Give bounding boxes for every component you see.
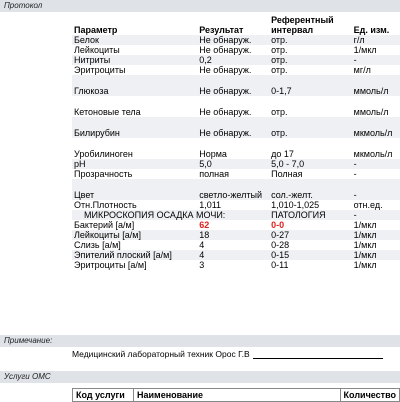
table-row	[72, 138, 400, 159]
row-result: 4	[199, 250, 205, 260]
row-ref: 0-27	[271, 230, 290, 240]
row-param: Отн.Плотность	[74, 200, 137, 210]
header-unit: Ед. изм.	[353, 25, 390, 35]
microscopy-title: МИКРОСКОПИЯ ОСАДКА МОЧИ:	[84, 210, 226, 220]
row-unit: -	[353, 190, 357, 200]
row-result: 3	[199, 260, 205, 270]
table-row	[72, 250, 400, 260]
row-unit: 1/мкл	[353, 220, 377, 230]
row-ref: 1,010-1,025	[271, 200, 320, 210]
row-ref: Полная	[271, 169, 303, 179]
row-ref: 0-15	[271, 250, 290, 260]
row-result: Норма	[199, 149, 227, 159]
table-row	[72, 65, 400, 75]
row-unit: 1/мкл	[353, 45, 377, 55]
table-row	[72, 75, 400, 96]
row-param: pH	[74, 159, 86, 169]
row-result: Не обнаруж.	[199, 45, 252, 55]
table-row	[72, 200, 400, 210]
row-param: Глюкоза	[74, 86, 109, 96]
row-result: светло-желтый	[199, 190, 262, 200]
row-unit: г/л	[353, 35, 365, 45]
table-row	[72, 230, 400, 240]
row-unit: 1/мкл	[353, 260, 377, 270]
microscopy-status-ref: -	[353, 210, 357, 220]
row-param: Билирубин	[74, 128, 120, 138]
row-result: 4	[199, 240, 205, 250]
signature-line	[253, 350, 383, 359]
table-row	[72, 220, 400, 230]
services-section-label: Услуги ОМС	[0, 371, 400, 383]
table-row	[72, 169, 400, 179]
row-unit: 1/мкл	[353, 230, 377, 240]
note-text: Медицинский лабораторный техник Орос Г.В	[72, 349, 250, 359]
services-header-name: Наименование	[134, 389, 341, 402]
row-param: Белок	[74, 35, 99, 45]
row-ref: отр.	[271, 65, 288, 75]
row-unit: мг/л	[353, 65, 371, 75]
row-unit: отн.ед.	[353, 200, 383, 210]
table-row	[72, 240, 400, 250]
row-param: Эритроциты [а/м]	[74, 260, 147, 270]
results-table	[72, 13, 400, 270]
protocol-section-label: Протокол	[0, 0, 400, 12]
row-param: Эпителий плоский [а/м]	[74, 250, 172, 260]
row-ref: 0-28	[271, 240, 290, 250]
row-ref: 0-1,7	[271, 86, 292, 96]
row-param: Лейкоциты [а/м]	[74, 230, 141, 240]
row-param: Прозрачность	[74, 169, 133, 179]
microscopy-status: ПАТОЛОГИЯ	[271, 210, 326, 220]
row-param: Нитриты	[74, 55, 111, 65]
row-unit: -	[353, 55, 357, 65]
row-result: полная	[199, 169, 229, 179]
row-param: Лейкоциты	[74, 45, 120, 55]
services-header-qty: Количество	[340, 389, 399, 402]
table-row	[72, 159, 400, 169]
services-header-code: Код услуги	[73, 389, 134, 402]
note-section-label: Примечание:	[0, 335, 400, 347]
row-param: Бактерий [а/м]	[74, 220, 135, 230]
row-result-abnormal: 62	[199, 220, 210, 230]
row-ref: отр.	[271, 35, 288, 45]
row-result: 5,0	[199, 159, 212, 169]
table-row	[72, 45, 400, 55]
row-param: Цвет	[74, 190, 95, 200]
row-result: 0,2	[199, 55, 212, 65]
header-ref: Референтный интервал	[271, 15, 334, 35]
table-row	[72, 35, 400, 45]
table-row	[72, 179, 400, 200]
row-result: 18	[199, 230, 210, 240]
row-unit: 1/мкл	[353, 240, 377, 250]
header-param: Параметр	[74, 25, 118, 35]
row-unit: -	[353, 159, 357, 169]
row-ref: 0-11	[271, 260, 289, 270]
note	[72, 349, 383, 359]
row-ref: отр.	[271, 107, 288, 117]
row-ref: отр.	[271, 55, 288, 65]
row-unit: 1/мкл	[353, 250, 377, 260]
row-ref: сол.-желт.	[271, 190, 313, 200]
results-header-row	[72, 13, 400, 35]
header-result: Результат	[199, 25, 244, 35]
row-unit: ммоль/л	[353, 107, 389, 117]
row-param: Уробилиноген	[74, 149, 133, 159]
row-ref: отр.	[271, 128, 288, 138]
row-unit: мкмоль/л	[353, 149, 393, 159]
row-result: 1,011	[199, 200, 222, 210]
row-ref: до 17	[271, 149, 294, 159]
row-ref: 5,0 - 7,0	[271, 159, 305, 169]
row-result: Не обнаруж.	[199, 86, 252, 96]
table-row	[72, 96, 400, 117]
row-param: Кетоновые тела	[74, 107, 141, 117]
row-result: Не обнаруж.	[199, 35, 252, 45]
table-row	[72, 55, 400, 65]
row-result: Не обнаруж.	[199, 65, 252, 75]
row-unit: -	[353, 169, 357, 179]
row-unit: ммоль/л	[353, 86, 389, 96]
row-ref: отр.	[271, 45, 288, 55]
row-result: Не обнаруж.	[199, 107, 252, 117]
row-param: Эритроциты	[74, 65, 126, 75]
row-unit: мкмоль/л	[353, 128, 393, 138]
row-result: Не обнаруж.	[199, 128, 252, 138]
table-row	[72, 117, 400, 138]
microscopy-header-row	[72, 210, 400, 220]
row-ref-abnormal: 0-0	[271, 220, 285, 230]
row-param: Слизь [а/м]	[74, 240, 121, 250]
table-row	[72, 260, 400, 270]
